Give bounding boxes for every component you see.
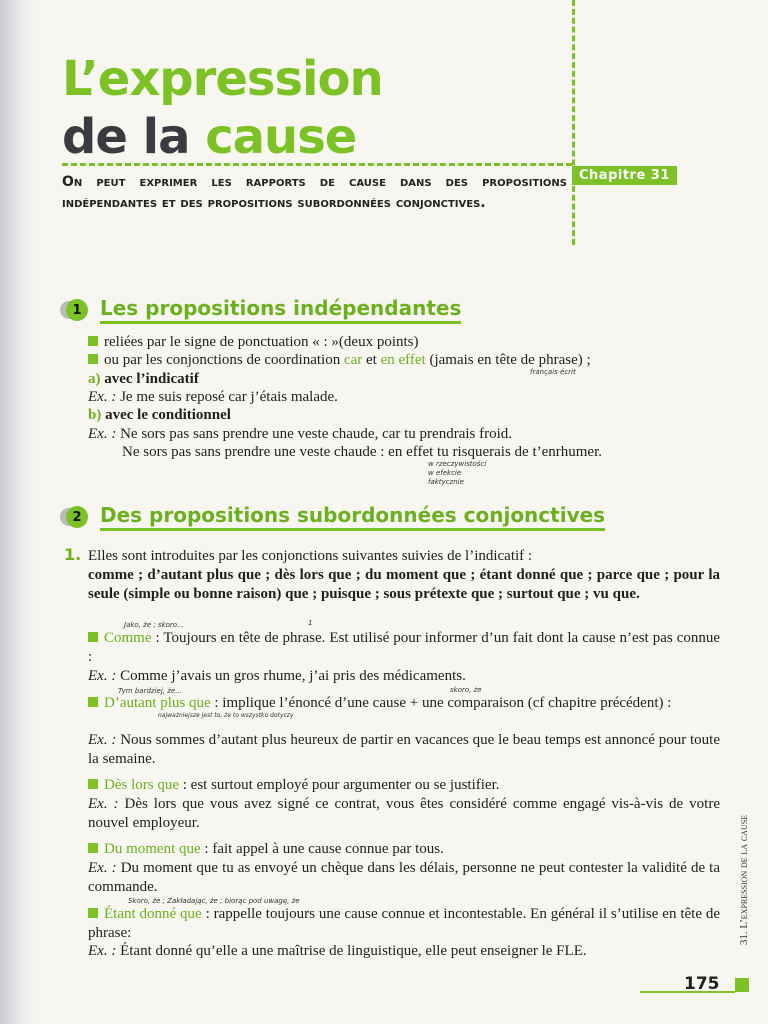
etant-example-text: Étant donné qu’elle a une maîtrise de linguistique, elle peut enseigner le FLE. [120, 943, 587, 959]
handwritten-note: Skoro, że ; Zakładając, że ; biorąc pod uwagę, że [128, 897, 300, 905]
book-spine-shadow [0, 0, 34, 1024]
horizontal-dashed-rule [62, 163, 572, 166]
ex-b1-car: car [382, 426, 401, 442]
handwritten-note: 1 [308, 619, 313, 627]
conj-et: et [366, 352, 377, 368]
section-2-title: Des propositions subordonnées conjonctives [100, 503, 605, 531]
ex-label: Ex. : [88, 389, 117, 405]
ex-label: Ex. : [88, 732, 117, 748]
bullet-1-text: reliées par le signe de ponctuation « : »(deux points) [104, 334, 419, 350]
title-line-2b: cause [205, 109, 357, 165]
section-1-b-heading [88, 406, 231, 425]
ex-b2-en-effet: en effet [388, 444, 434, 460]
square-bullet-icon [88, 354, 98, 364]
section-1-example-b2 [122, 443, 742, 462]
dumoment-label: Du moment que [104, 841, 201, 857]
dumoment-example-text: Du moment que tu as envoyé un chèque dans les délais, personne ne peut contester la validité de ta commande. [88, 860, 721, 895]
section-2-number: 2 [66, 506, 88, 528]
ex-label: Ex. : [88, 943, 117, 959]
ex-a-text-2: j’étais malade. [250, 389, 338, 405]
section-1-a-heading [88, 370, 199, 389]
section-2-heading [66, 503, 605, 531]
handwritten-note: w rzeczywistości [428, 460, 487, 468]
side-running-title-text: 31. L’expression de la cause [738, 814, 750, 946]
conjunction-list: comme ; d’autant plus que ; dès lors que ; du moment que ; étant donné que ; parce que ; pour la seule (simple ou bonne raison) que ; puisque ; sous prétexte que ; surtout que ; vu que. [88, 567, 720, 602]
b-letter: b) [88, 407, 102, 423]
handwritten-note: w efekcie [428, 469, 462, 477]
b-label: avec le conditionnel [105, 407, 231, 423]
square-bullet-icon [88, 779, 98, 789]
chapter-intro: On peut exprimer les rapports de cause dans des propositions indépendantes et des propositions subordonnées conjonctives. [62, 174, 567, 211]
ex-b2-text-2: tu risquerais de t’enrhumer. [437, 444, 602, 460]
bullet-2-text-b: (jamais en tête de phrase) ; [429, 352, 591, 368]
comme-example-text: Comme j’avais un gros rhume, j’ai pris des médicaments. [120, 668, 466, 684]
square-bullet-icon [88, 336, 98, 346]
section-1-bullet-2 [88, 351, 708, 370]
chapter-badge: Chapitre 31 [572, 166, 677, 185]
section-1-number: 1 [66, 299, 88, 321]
deslors-example [88, 795, 720, 832]
handwritten-note: Tym bardziej, że... [118, 687, 182, 695]
deslors-paragraph [88, 776, 720, 795]
ex-a-text-1: Je me suis reposé [120, 389, 225, 405]
comme-label: Comme [104, 630, 152, 646]
side-running-title [735, 795, 753, 965]
dautant-example [88, 731, 720, 768]
ex-label: Ex. : [88, 796, 119, 812]
dautant-label: D’autant plus que [104, 695, 211, 711]
dumoment-text: : fait appel à une cause connue par tous. [204, 841, 444, 857]
ex-b2-text-1: Ne sors pas sans prendre une veste chaude : [122, 444, 385, 460]
deslors-text: : est surtout employé pour argumenter ou se justifier. [182, 777, 500, 793]
section-1-heading [66, 296, 461, 324]
conj-car: car [343, 352, 363, 368]
comme-paragraph [88, 629, 720, 666]
title-line-2a: de la [62, 109, 190, 165]
section-1-example-b1 [88, 425, 728, 444]
dautant-paragraph [88, 694, 720, 713]
deslors-label: Dès lors que [104, 777, 179, 793]
square-bullet-icon [88, 908, 98, 918]
etant-example [88, 942, 720, 961]
handwritten-note: najważniejsze jest to, że to wszystko dotyczy [158, 712, 294, 719]
a-letter: a) [88, 371, 101, 387]
section-1-bullet-1 [88, 333, 708, 352]
ex-label: Ex. : [88, 426, 117, 442]
square-bullet-icon [88, 632, 98, 642]
ex-b1-text-1: Ne sors pas sans prendre une veste chaude, [120, 426, 379, 442]
handwritten-note: skoro, że [450, 686, 482, 694]
ex-label: Ex. : [88, 668, 117, 684]
etant-paragraph [88, 905, 720, 942]
handwritten-note: faktycznie [428, 478, 464, 486]
conj-en-effet: en effet [380, 352, 426, 368]
dumoment-paragraph [88, 840, 720, 859]
section-1-title: Les propositions indépendantes [100, 296, 461, 324]
section-1-example-a [88, 388, 708, 407]
dautant-text: : implique l’énoncé d’une cause + une comparaison (cf chapitre précédent) : [214, 695, 672, 711]
etant-label: Étant donné que [104, 906, 202, 922]
comme-example [88, 667, 720, 686]
item-number: 1. [64, 545, 82, 564]
handwritten-note: Jako, że ; skoro... [124, 621, 184, 629]
title-line-1: L’expression [62, 51, 383, 107]
a-label: avec l’indicatif [104, 371, 199, 387]
item-intro: Elles sont introduites par les conjonctions suivantes suivies de l’indicatif : [88, 548, 533, 564]
deslors-example-text: Dès lors que vous avez signé ce contrat, vous êtes considéré comme engagé vis-à-vis de votre nouvel employeur. [88, 796, 720, 831]
page-number: 175 [684, 974, 720, 994]
page-title [62, 50, 383, 166]
etant-text: : rappelle toujours une cause connue et incontestable. En général il s’utilise en tête de phrase: [88, 906, 720, 941]
dautant-example-text: Nous sommes d’autant plus heureux de partir en vacances que le beau temps est annoncé pour toute la semaine. [88, 732, 720, 767]
ex-label: Ex. : [88, 860, 117, 876]
bullet-2-text-a: ou par les conjonctions de coordination [104, 352, 341, 368]
page-corner-square [735, 978, 749, 992]
handwritten-note: français écrit [530, 368, 576, 376]
square-bullet-icon [88, 843, 98, 853]
ex-a-car: car [228, 389, 247, 405]
vertical-dashed-rule [572, 0, 575, 245]
comme-text: : Toujours en tête de phrase. Est utilisé pour informer d’un fait dont la cause n’est pas connue : [88, 630, 721, 665]
dumoment-example [88, 859, 720, 896]
ex-b1-text-2: tu prendrais froid. [404, 426, 513, 442]
square-bullet-icon [88, 697, 98, 707]
